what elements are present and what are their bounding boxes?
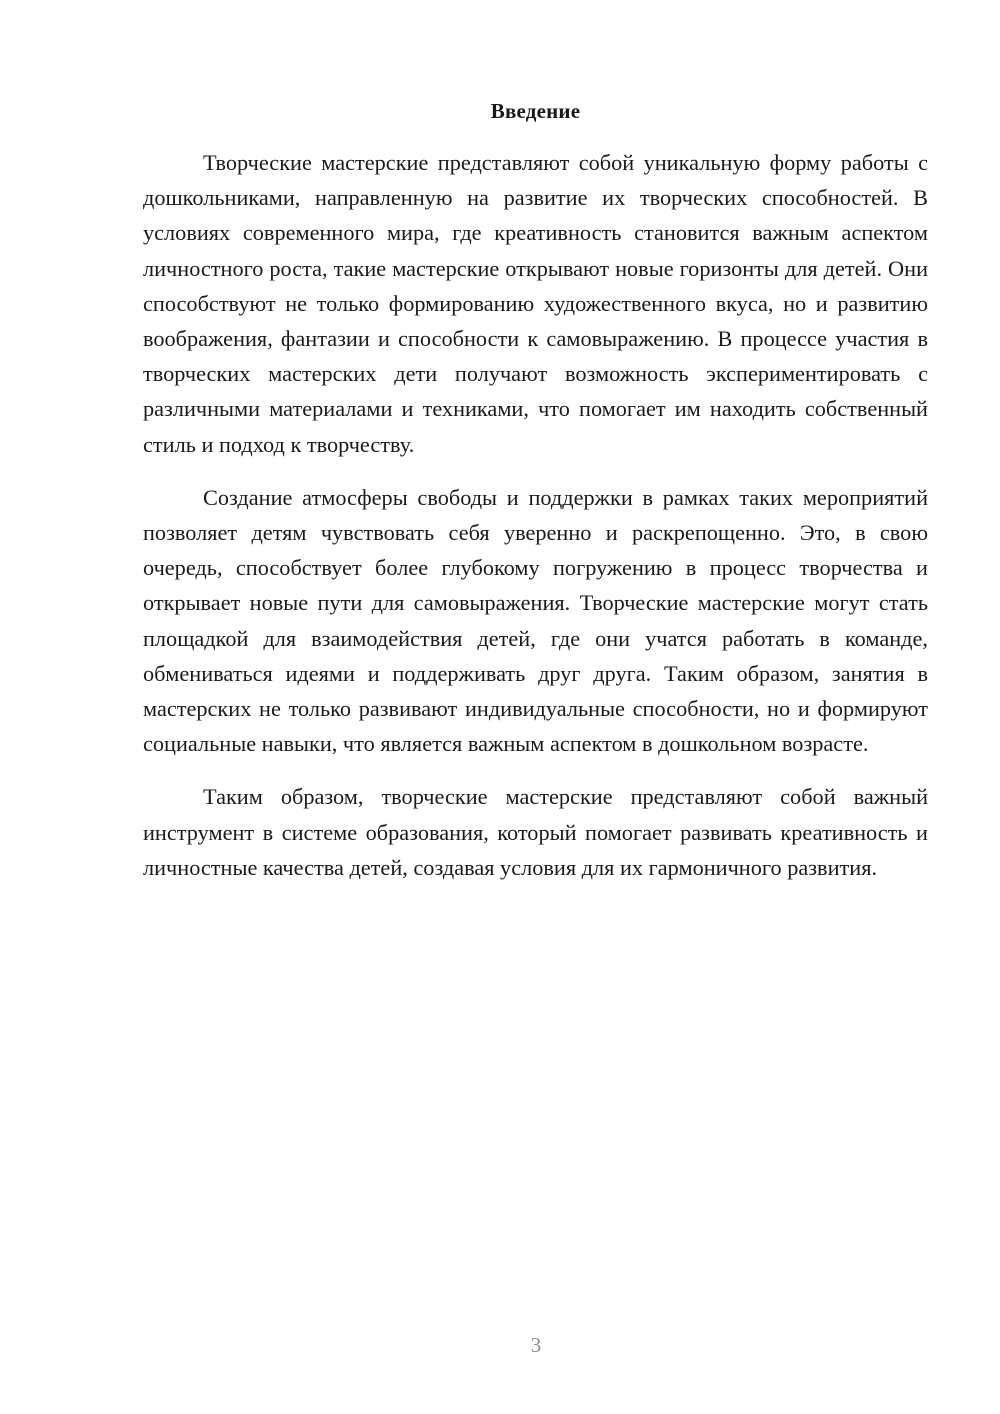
paragraph-2: Создание атмосферы свободы и поддержки в рамках таких мероприятий позволяет детям чувствовать себя уверенно и раскрепощенно. Это, в свою очередь, способствует более глубокому погружению в процесс творчества и открывает новые пути для самовыражения. Творческие мастерские могут стать площадкой для взаимодействия детей, где они учатся работать в команде, обмениваться идеями и поддерживать друг друга. Таким образом, занятия в мастерских не только развивают индивидуальные способности, но и формируют социальные навыки, что является важным аспектом в дошкольном возрасте.: [143, 484, 928, 757]
paragraph-3: Таким образом, творческие мастерские представляют собой важный инструмент в системе образования, который помогает развивать креативность и личностные качества детей, создавая условия для их гармоничного развития.: [143, 784, 928, 880]
paragraph-1: Творческие мастерские представляют собой уникальную форму работы с дошкольниками, направленную на развитие их творческих способностей. В условиях современного мира, где креативность становится важным аспектом личностного роста, такие мастерские открывают новые горизонты для детей. Они способствуют не только формированию художественного вкуса, но и развитию воображения, фантазии и способности к самовыражению. В процессе участия в творческих мастерских дети получают возможность экспериментировать с различными материалами и техниками, что помогает им находить собственный стиль и подход к творчеству.: [143, 150, 928, 457]
page-number: 3: [530, 1333, 542, 1357]
section-title: Введение: [490, 99, 581, 123]
page-content: [143, 97, 928, 903]
